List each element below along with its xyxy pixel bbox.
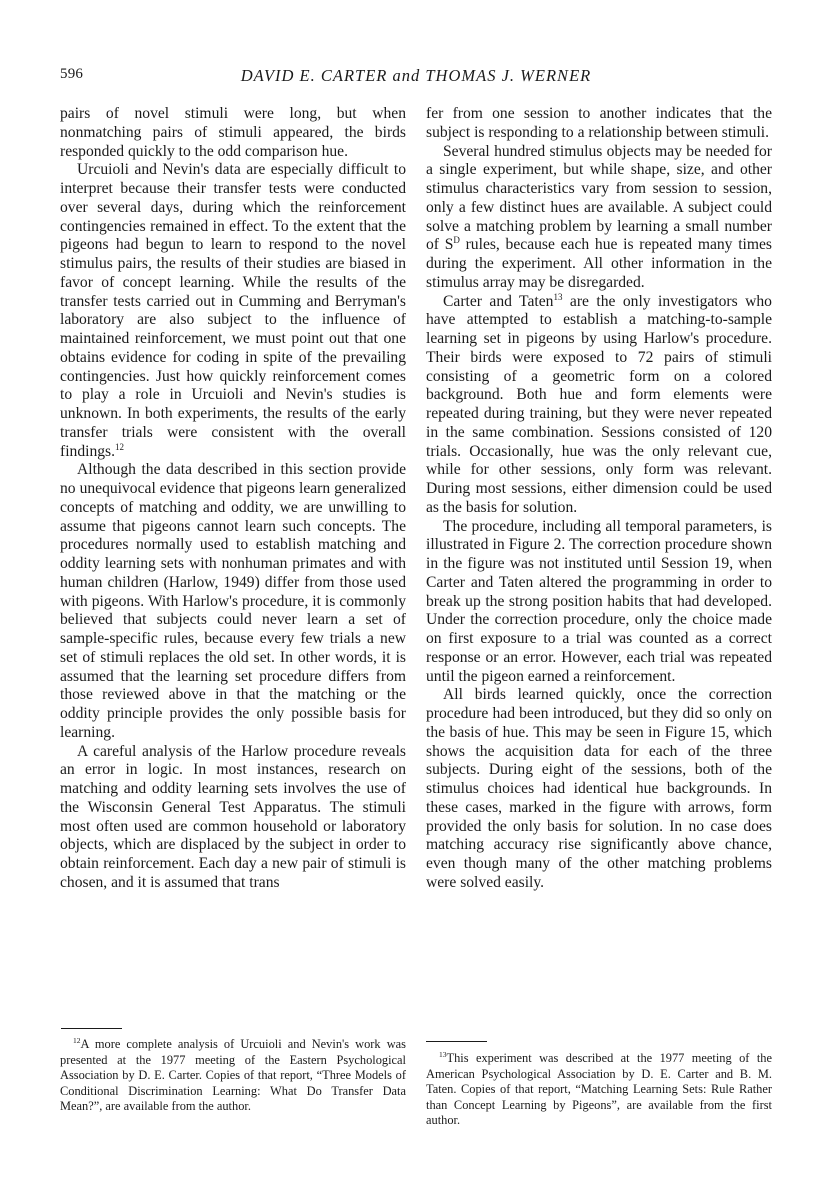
left-column	[60, 105, 406, 893]
paragraph	[426, 293, 772, 518]
right-column	[426, 105, 772, 893]
page-number: 596	[60, 66, 84, 82]
footnote-text: This experiment was described at the 1977 meeting of the American Psychological Association by D. E. Carter and B. M. Taten. Copies of that report, “Matching Learning Sets: Rule Rather than Concept Learning by Pigeons”, are available from the first author.	[426, 1051, 772, 1128]
paragraph: A careful analysis of the Harlow procedure reveals an error in logic. In most instances, research on matching and oddity learning sets involves the use of the Wisconsin General Test Apparatus. The stimuli most often used are common household or laboratory objects, which are displaced by the subject in order to obtain reinforcement. Each day a new pair of stimuli is chosen, and it is assumed that trans	[60, 742, 406, 891]
footnote-ref[interactable]: 12	[115, 441, 125, 452]
paragraph: Although the data described in this section provide no unequivocal evidence that pigeons learn generalized concepts of matching and oddity, we are unwilling to assume that pigeons cannot learn such concepts. The procedures normally used to establish matching and oddity learning sets with nonhuman primates and with human children (Harlow, 1949) differ from those used with pigeons. With Harlow's procedure, it is commonly believed that subjects could never learn a set of sample-specific rules, because every few trials a new set of stimuli replaces the old set. In other words, it is assumed that the learning set procedure differs from those reviewed above in that the matching or the oddity principle provides the only possible basis for learning.	[60, 461, 406, 741]
footnote-number: 13	[439, 1050, 447, 1059]
footnote-ref[interactable]: 13	[553, 291, 563, 302]
paragraph-text: are the only investigators who have attempted to establish a matching-to-sample learning set in pigeons by using Harlow's procedure. Their birds were exposed to 72 pairs of stimuli consisting of a geometric form on a colored background. Both hue and form elements were repeated during training, but they were never repeated in the same combination. Sessions consisted of 120 trials. Occasionally, hue was the only relevant cue, while for other sessions, only form was relevant. During most sessions, either dimension could be used as the basis for solution.	[426, 292, 772, 516]
footnote-13	[426, 1051, 772, 1129]
paragraph	[426, 143, 772, 293]
paragraph: The procedure, including all temporal parameters, is illustrated in Figure 2. The correction procedure shown in the figure was not instituted until Session 19, when Carter and Taten altered the programming in order to break up the strong position habits that had developed. Under the correction procedure, only the choice made on first exposure to a trial was counted as a correct response or an error. However, each trial was repeated until the pigeon earned a reinforcement.	[426, 517, 772, 685]
paragraph-text: rules, because each hue is repeated many times during the experiment. All other information in the stimulus array may be disregarded.	[426, 236, 772, 291]
footnote-12	[60, 1037, 406, 1115]
footnote-rule	[426, 1041, 487, 1042]
running-head-authors: DAVID E. CARTER and THOMAS J. WERNER	[240, 66, 592, 85]
superscript-d: D	[453, 235, 460, 246]
paragraph-text: Carter and Taten	[443, 292, 554, 310]
paragraph: pairs of novel stimuli were long, but when nonmatching pairs of stimuli appeared, the birds responded quickly to the odd comparison hue.	[60, 105, 406, 160]
footnote-number: 12	[73, 1036, 81, 1045]
paragraph-text: Several hundred stimulus objects may be needed for a single experiment, but while shape, size, and other stimulus characteristics vary from session to session, only a few distinct hues are available. A subject could solve a matching problem by learning a small number of S	[426, 142, 772, 254]
running-head	[60, 66, 772, 88]
footnote-text: A more complete analysis of Urcuioli and Nevin's work was presented at the 1977 meeting of the Eastern Psychological Association by D. E. Carter. Copies of that report, “Three Models of Conditional Discrimination Learning: What Do Transfer Data Mean?”, are available from the author.	[60, 1037, 406, 1114]
paragraph: fer from one session to another indicates that the subject is responding to a relationship between stimuli.	[426, 105, 772, 141]
paragraph: All birds learned quickly, once the correction procedure had been introduced, but they did so only on the basis of hue. This may be seen in Figure 15, which shows the acquisition data for each of the three subjects. During eight of the sessions, both of the stimulus choices had identical hue backgrounds. In these cases, marked in the figure with arrows, form provided the only basis for solution. In no case does matching accuracy rise significantly above chance, even though many of the other matching problems were solved easily.	[426, 686, 772, 891]
paragraph	[60, 161, 406, 461]
footnote-rule	[61, 1028, 122, 1029]
paragraph-text: Urcuioli and Nevin's data are especially difficult to interpret because their transfer tests were conducted over several days, during which the reinforcement contingencies remained in effect. To the extent that the pigeons had begun to learn to respond to the novel stimulus pairs, the results of their studies are biased in favor of concept learning. While the results of the transfer tests carried out in Cumming and Berryman's laboratory are also subject to the influence of maintained reinforcement, we must point out that one obtains evidence for coding in spite of the prevailing contingencies. Just how quickly reinforcement comes to play a role in Urcuioli and Nevin's studies is unknown. In both experiments, the results of the early transfer trials were consistent with the overall findings.	[60, 161, 406, 460]
